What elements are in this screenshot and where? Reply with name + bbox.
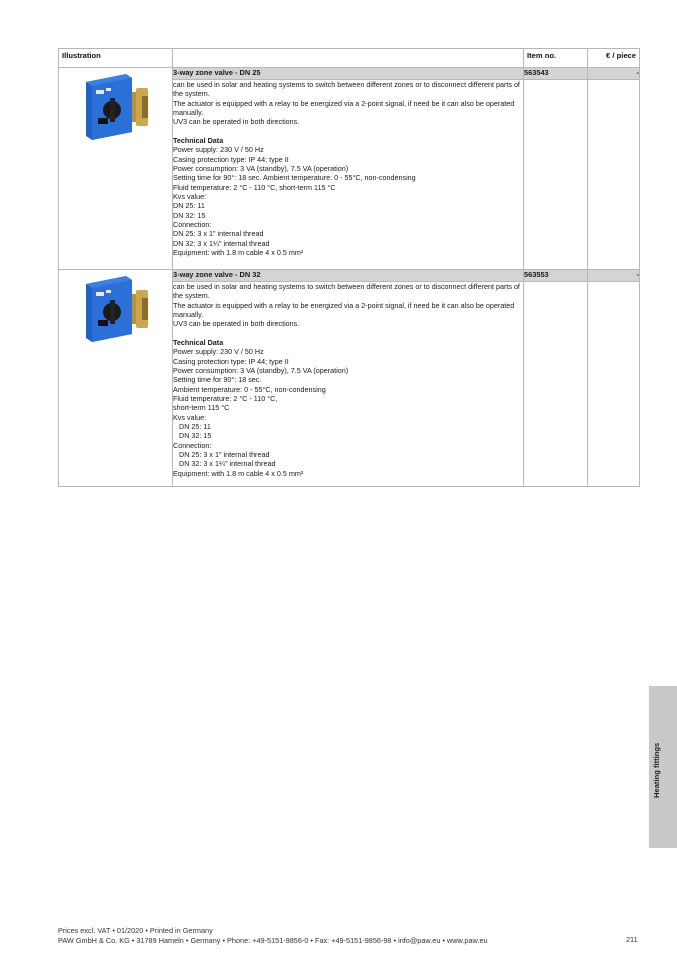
header-description — [173, 49, 524, 68]
tech-line: Fluid temperature: 2 °C - 110 °C, — [173, 393, 278, 403]
product-image-cell — [59, 68, 173, 270]
price-table — [58, 48, 640, 487]
tech-line: Fluid temperature: 2 °C - 110 °C, short-term 115 °C — [173, 182, 336, 192]
tech-line: Setting time for 90°: 18 sec. Ambient temperature: 0 - 55°C, non-condensing — [173, 173, 416, 183]
header-item-no: Item no. — [524, 49, 588, 68]
header-price: € / piece — [588, 49, 640, 68]
tech-line: Power supply: 230 V / 50 Hz — [173, 347, 264, 357]
desc-line: UV3 can be operated in both directions. — [173, 319, 300, 329]
section-side-tab — [649, 686, 677, 848]
empty-item-cell — [524, 80, 588, 270]
technical-data-heading: Technical Data — [173, 337, 224, 347]
desc-line: UV3 can be operated in both directions. — [173, 117, 300, 127]
desc-line: The actuator is equipped with a relay to be energized via a 2-point signal, if need be it can also be operated manually. — [173, 300, 515, 320]
product-title-row — [59, 68, 640, 80]
tech-line: DN 25: 11 — [179, 422, 211, 432]
product-item-no: 563553 — [524, 270, 588, 282]
empty-item-cell — [524, 282, 588, 487]
table-header-row — [59, 49, 640, 68]
tech-line: DN 32: 3 x 1¼" internal thread — [179, 459, 276, 469]
section-tab-label: Heating fittings — [652, 742, 661, 798]
tech-line: Casing protection type: IP 44; type II — [173, 154, 289, 164]
product-description — [173, 80, 524, 270]
empty-price-cell — [588, 80, 640, 270]
desc-line: can be used in solar and heating systems to switch between different zones or to disconnect different parts of the system. — [173, 282, 520, 301]
tech-line: Kvs value: — [173, 412, 207, 422]
desc-line: The actuator is equipped with a relay to be energized via a 2-point signal, if need be it can also be operated manually. — [173, 98, 515, 118]
tech-line: DN 25: 11 — [173, 201, 205, 211]
valve-actuator-image — [76, 270, 156, 346]
tech-line: Connection: — [173, 440, 212, 450]
tech-line: Equipment: with 1.8 m cable 4 x 0.5 mm² — [173, 248, 304, 258]
tech-line: DN 32: 3 x 1¼" internal thread — [173, 238, 270, 248]
tech-line: Kvs value: — [173, 191, 207, 201]
tech-line: DN 25: 3 x 1" internal thread — [179, 450, 270, 460]
tech-line: Connection: — [173, 220, 212, 230]
tech-line: Ambient temperature: 0 - 55°C, non-condensing — [173, 384, 326, 394]
empty-price-cell — [588, 282, 640, 487]
page-footer — [58, 926, 488, 946]
technical-data-heading: Technical Data — [173, 135, 224, 145]
tech-line: Equipment: with 1.8 m cable 4 x 0.5 mm² — [173, 468, 304, 478]
tech-line: Power consumption: 3 VA (standby), 7.5 VA (operation) — [173, 163, 349, 173]
product-price: - — [588, 68, 640, 80]
tech-line: Power consumption: 3 VA (standby), 7.5 VA (operation) — [173, 365, 349, 375]
product-description — [173, 282, 524, 487]
product-title-row — [59, 270, 640, 282]
product-item-no: 563543 — [524, 68, 588, 80]
tech-line: DN 25: 3 x 1" internal thread — [173, 229, 264, 239]
tech-line: Casing protection type: IP 44; type II — [173, 356, 289, 366]
tech-line: Setting time for 90°: 18 sec. — [173, 375, 262, 385]
valve-actuator-image — [76, 68, 156, 144]
product-title: 3-way zone valve - DN 25 — [173, 68, 524, 80]
page-number: 211 — [626, 935, 638, 944]
tech-line: short-term 115 °C — [173, 403, 230, 413]
desc-line: can be used in solar and heating systems to switch between different zones or to disconnect different parts of the system. — [173, 80, 520, 99]
footer-line-1: Prices excl. VAT • 01/2020 • Printed in Germany — [58, 926, 213, 935]
product-image-cell — [59, 270, 173, 487]
footer-line-2: PAW GmbH & Co. KG • 31789 Hameln • Germany • Phone: +49-5151-9856-0 • Fax: +49-5151-9856-98 • info@paw.eu • www.paw.eu — [58, 935, 488, 945]
product-title: 3-way zone valve - DN 32 — [173, 270, 524, 282]
tech-line: DN 32: 15 — [173, 210, 206, 220]
product-price: - — [588, 270, 640, 282]
tech-line: DN 32: 15 — [179, 431, 212, 441]
header-illustration: Illustration — [59, 49, 173, 68]
tech-line: Power supply: 230 V / 50 Hz — [173, 145, 264, 155]
